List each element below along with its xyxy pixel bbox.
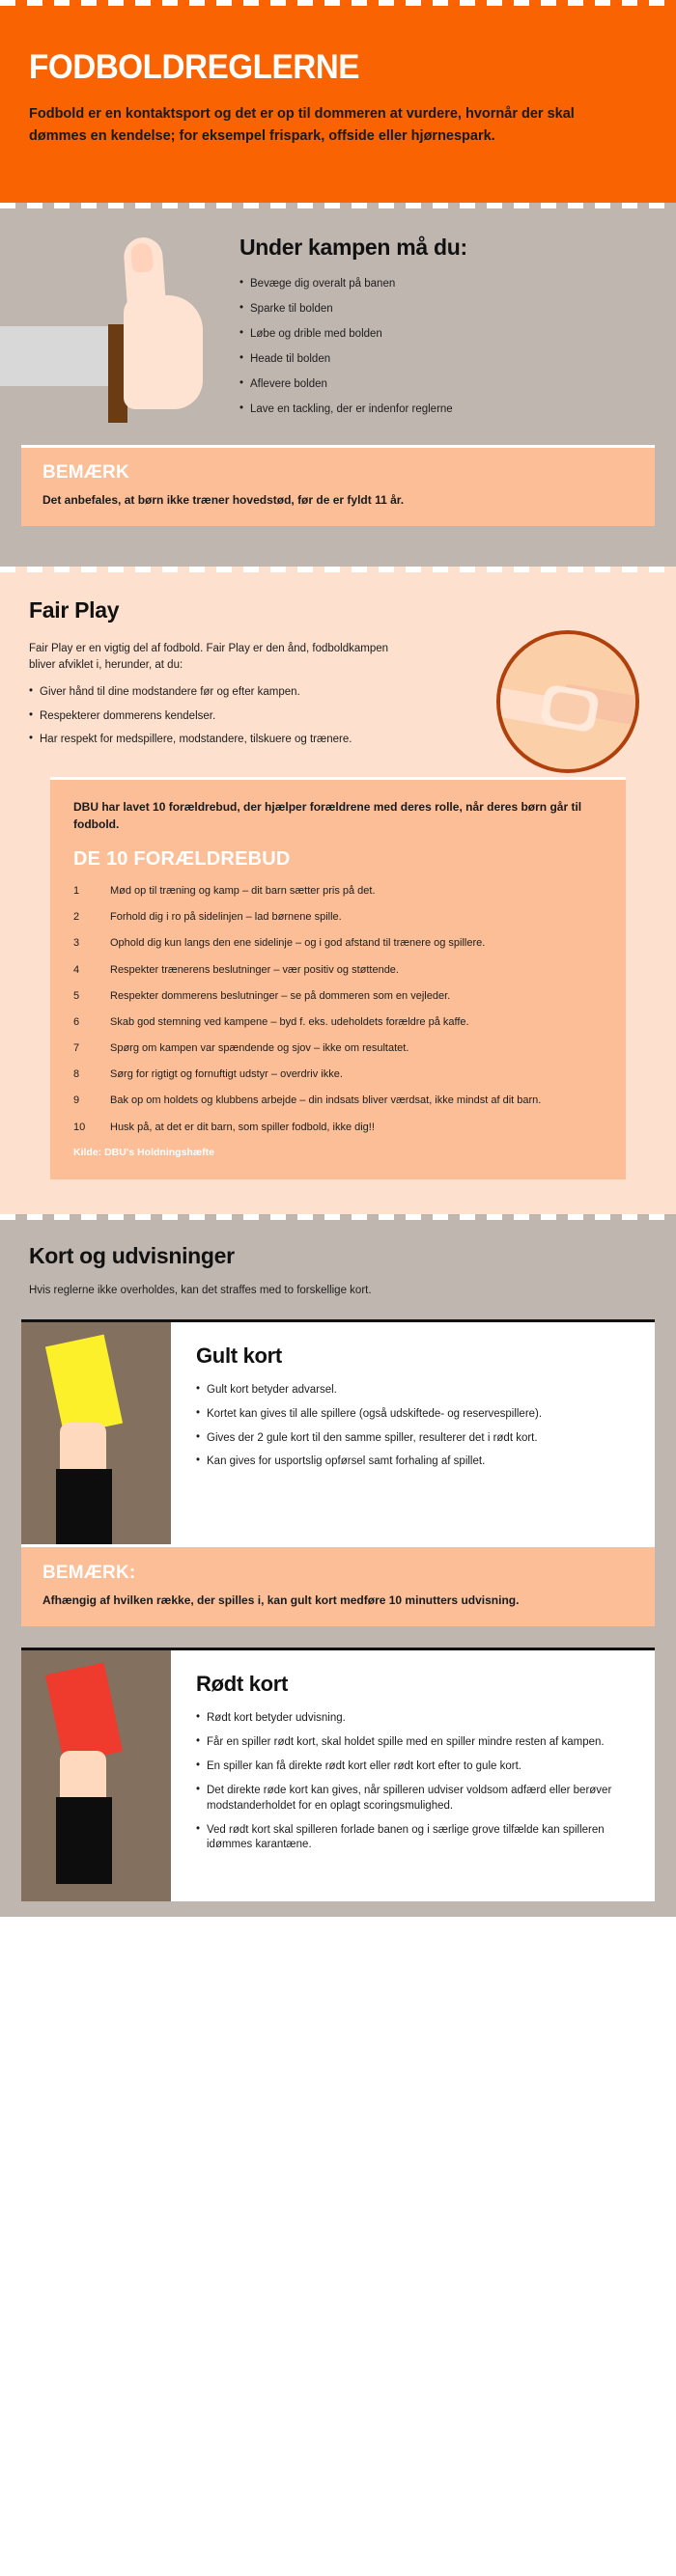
item-number: 4 <box>73 963 80 976</box>
list-item <box>73 1041 603 1056</box>
list-item: • Aflevere bolden <box>239 377 647 393</box>
red-card-icon <box>45 1663 123 1764</box>
item-number: 7 <box>73 1042 80 1055</box>
red-card-list <box>196 1711 634 1853</box>
section-spacer <box>29 1179 647 1214</box>
item-text: Respekter trænerens beslutninger – vær positiv og støttende. <box>110 963 399 976</box>
yellow-card-icon <box>45 1334 123 1435</box>
item-number: 10 <box>73 1121 86 1133</box>
yellow-card-illustration <box>21 1322 171 1544</box>
list-item <box>73 1094 603 1108</box>
item-number: 5 <box>73 989 80 1002</box>
referee-sleeve <box>56 1469 112 1544</box>
yellow-card-note-box <box>21 1544 655 1626</box>
list-item: • Løbe og drible med bolden <box>239 327 647 343</box>
list-item: • Har respekt for medspillere, modstandere, tilskuere og trænere. <box>29 733 435 748</box>
referee-hand <box>60 1423 106 1475</box>
note-title: BEMÆRK: <box>42 1562 136 1583</box>
handshake-icon <box>496 630 639 773</box>
thumb-nail <box>130 242 154 272</box>
list-item <box>73 1015 603 1030</box>
list-item: • Respekterer dommerens kendelser. <box>29 709 435 725</box>
yellow-card-title: Gult kort <box>196 1343 282 1368</box>
item-number: 2 <box>73 911 80 924</box>
note-title: BEMÆRK <box>42 462 129 484</box>
kort-subtitle: Hvis reglerne ikke overholdes, kan det straffes med to forskellige kort. <box>29 1284 372 1296</box>
source-credit: Kilde: DBU's Holdningshæfte <box>73 1146 214 1158</box>
item-text: Mød op til træning og kamp – dit barn sætter pris på det. <box>110 885 376 898</box>
list-item <box>73 910 603 925</box>
kort-title: Kort og udvisninger <box>29 1242 235 1268</box>
section-spacer-bottom <box>0 1901 676 1917</box>
list-item <box>73 1067 603 1082</box>
item-text: Husk på, at det er dit barn, som spiller fodbold, ikke dig!! <box>110 1121 375 1133</box>
section-spacer <box>0 1626 676 1648</box>
foraeldrebud-list <box>73 884 603 1135</box>
list-item <box>73 936 603 951</box>
fair-play-title: Fair Play <box>29 597 120 623</box>
kort-section <box>0 1220 676 1917</box>
item-number: 3 <box>73 937 80 950</box>
fair-play-list <box>29 685 435 749</box>
fair-play-body: Fair Play er en vigtig del af fodbold. Fair Play er den ånd, fodboldkampen bliver afviklet i, herunder, at du: <box>29 643 389 672</box>
item-number: 6 <box>73 1015 80 1028</box>
header-subtitle: Fodbold er en kontaktsport og det er op til dommeren at vurdere, hvornår der skal dømmes en kendelse; for eksempel frispark, offside eller hjørnespark. <box>29 105 575 145</box>
list-item: • Ved rødt kort skal spilleren forlade banen og i særlige grove tilfælde kan spilleren idømmes karantæne. <box>196 1823 634 1854</box>
item-text: Ophold dig kun langs den ene sidelinje – og i god afstand til trænere og spillere. <box>110 937 486 950</box>
list-item: • Giver hånd til dine modstandere før og efter kampen. <box>29 685 435 701</box>
list-item: • Rødt kort betyder udvisning. <box>196 1711 634 1727</box>
list-item <box>73 1121 603 1135</box>
list-item: • Lave en tackling, der er indenfor reglerne <box>239 402 647 418</box>
list-item <box>73 989 603 1004</box>
item-text: Skab god stemning ved kampene – byd f. eks. udeholdets forældre på kaffe. <box>110 1015 469 1028</box>
section-spacer <box>0 526 676 567</box>
list-item: • Kortet kan gives til alle spillere (også udskiftede- og reservespillere). <box>196 1407 634 1423</box>
under-kampen-title: Under kampen må du: <box>239 234 467 260</box>
thumb-sleeve <box>0 326 116 386</box>
red-card-illustration <box>21 1650 171 1901</box>
foraeldrebud-intro: DBU har lavet 10 forældrebud, der hjælper forældrene med deres rolle, når deres børn går til fodbold. <box>73 800 582 831</box>
referee-hand <box>60 1751 106 1803</box>
list-item: • Det direkte røde kort kan gives, når spilleren udviser voldsom adfærd eller berøver modstanderholdet for en oplagt scoringsmulighed. <box>196 1784 634 1814</box>
note-body: Afhængig af hvilken række, der spilles i, kan gult kort medføre 10 minutters udvisning. <box>42 1593 520 1607</box>
item-number: 9 <box>73 1094 80 1107</box>
list-item: • Får en spiller rødt kort, skal holdet spille med en spiller mindre resten af kampen. <box>196 1735 634 1751</box>
list-item: • Sparke til bolden <box>239 302 647 318</box>
list-item: • Gult kort betyder advarsel. <box>196 1383 634 1399</box>
list-item: • Bevæge dig overalt på banen <box>239 277 647 292</box>
yellow-card-list <box>196 1383 634 1470</box>
yellow-card-block <box>21 1319 655 1626</box>
list-item: • En spiller kan få direkte rødt kort eller rødt kort efter to gule kort. <box>196 1759 634 1775</box>
red-card-title: Rødt kort <box>196 1672 289 1697</box>
under-kampen-list <box>239 277 647 418</box>
foraeldrebud-title: DE 10 FORÆLDREBUD <box>73 848 291 871</box>
list-item: • Kan gives for usportslig opførsel samt forhaling af spillet. <box>196 1454 634 1470</box>
item-text: Respekter dommerens beslutninger – se på dommeren som en vejleder. <box>110 989 451 1002</box>
under-kampen-note-box <box>21 445 655 526</box>
thumbs-up-icon <box>0 230 208 423</box>
note-body: Det anbefales, at børn ikke træner hovedstød, før de er fyldt 11 år. <box>42 493 405 507</box>
page-title: FODBOLDREGLERNE <box>29 48 359 86</box>
foraeldrebud-panel <box>50 777 626 1179</box>
item-number: 8 <box>73 1068 80 1081</box>
list-item: • Heade til bolden <box>239 352 647 368</box>
list-item: • Gives der 2 gule kort til den samme spiller, resulterer det i rødt kort. <box>196 1431 634 1447</box>
header-section <box>0 6 676 203</box>
item-text: Spørg om kampen var spændende og sjov – ikke om resultatet. <box>110 1042 409 1055</box>
fair-play-section <box>0 572 676 1213</box>
red-card-block <box>21 1648 655 1901</box>
item-text: Sørg for rigtigt og fornuftigt udstyr – overdriv ikke. <box>110 1068 343 1081</box>
under-kampen-section <box>0 208 676 568</box>
item-text: Bak op om holdets og klubbens arbejde – din indsats bliver værdsat, ikke mindst af dit barn. <box>110 1094 542 1107</box>
list-item <box>73 884 603 899</box>
item-number: 1 <box>73 885 80 898</box>
referee-sleeve <box>56 1797 112 1884</box>
list-item <box>73 963 603 978</box>
item-text: Forhold dig i ro på sidelinjen – lad børnene spille. <box>110 911 342 924</box>
